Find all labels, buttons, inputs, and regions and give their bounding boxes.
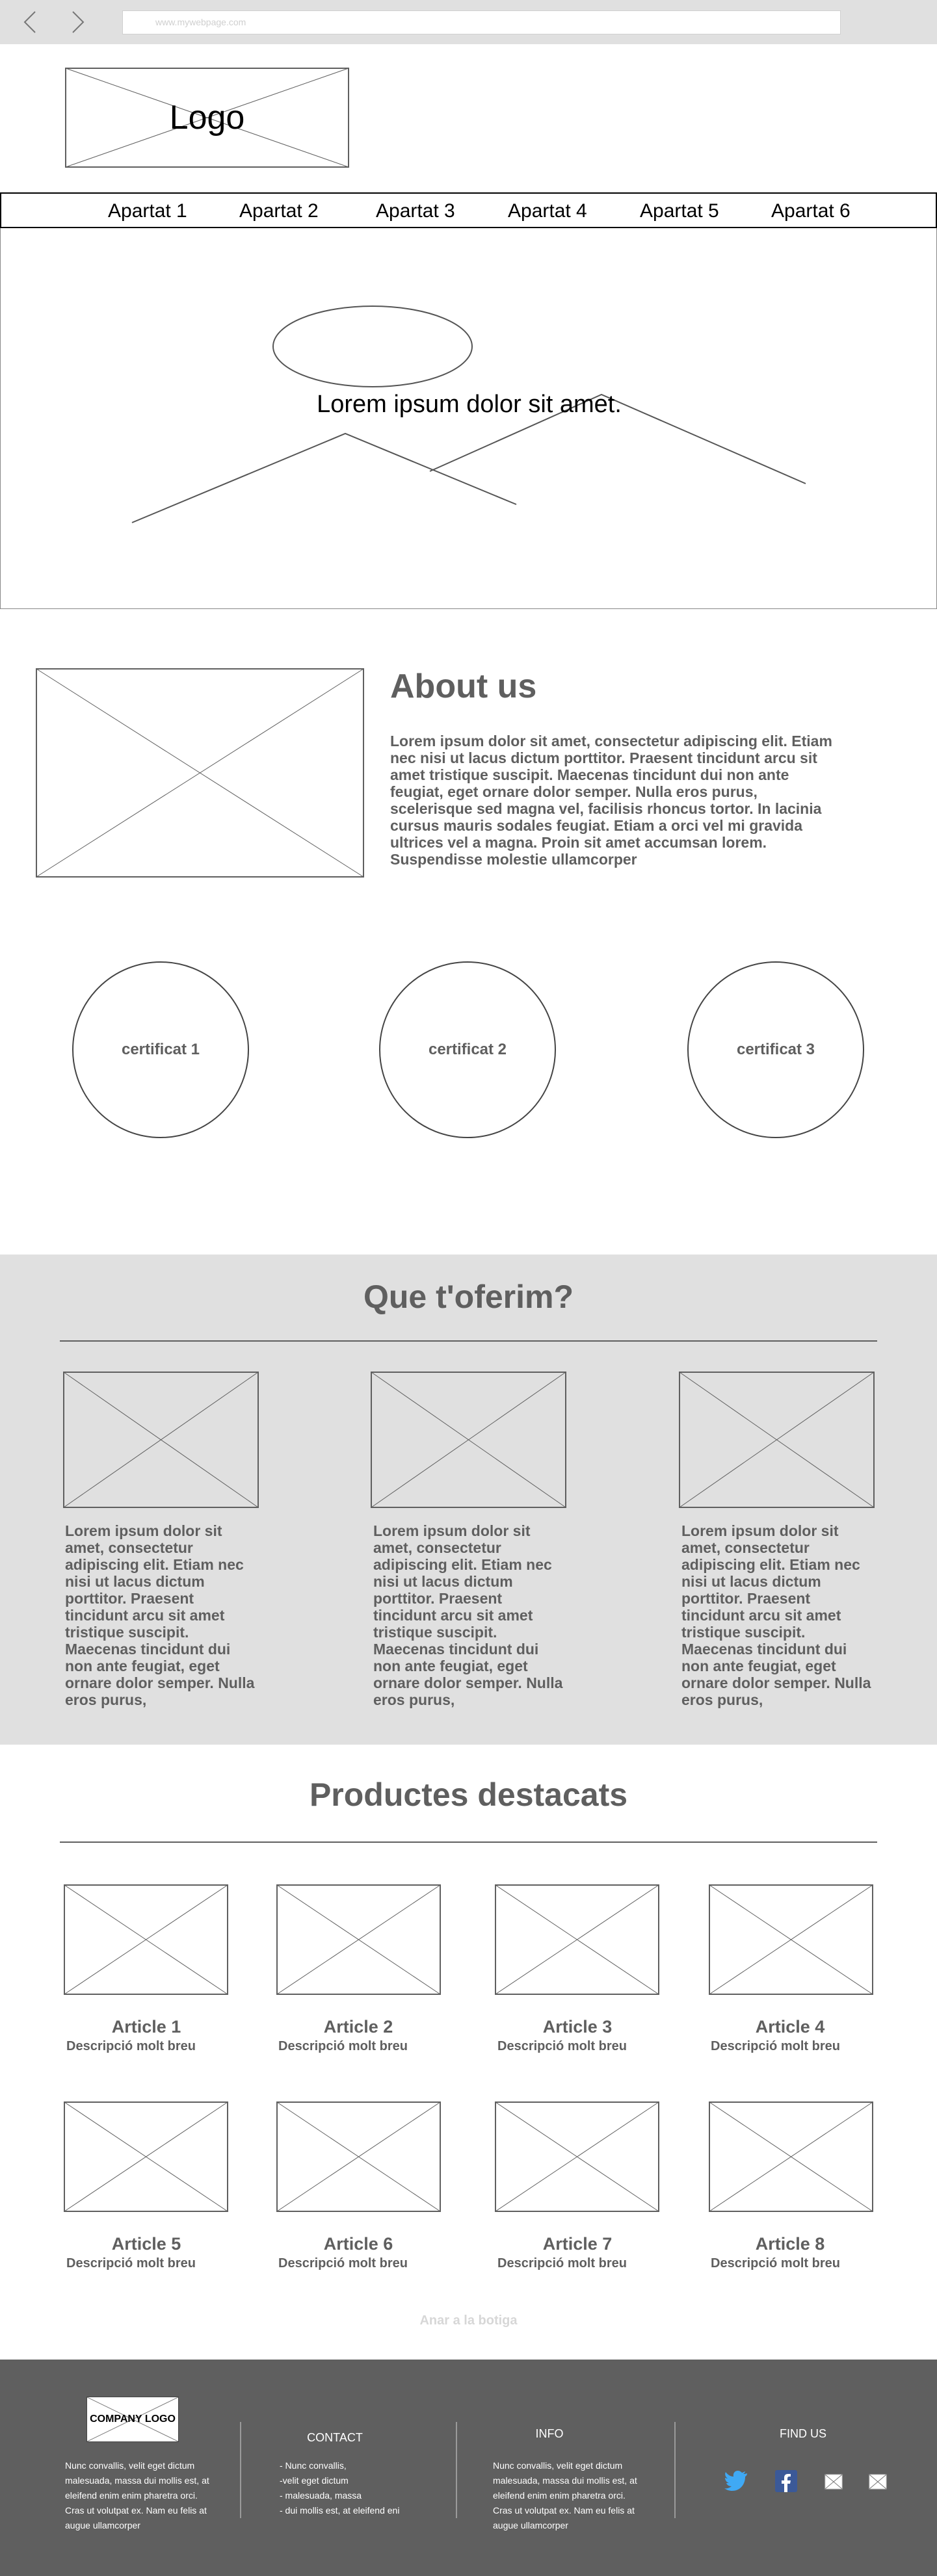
- product-image-2[interactable]: [276, 1884, 441, 1995]
- nav-item-apartat-4[interactable]: Apartat 4: [508, 200, 587, 222]
- certificate-label: certificat 1: [121, 1041, 200, 1058]
- product-image-1[interactable]: [64, 1884, 228, 1995]
- about-image-placeholder: [36, 668, 364, 878]
- logo-text: Logo: [169, 99, 245, 137]
- footer: [0, 2360, 937, 2576]
- company-logo-text: COMPANY LOGO: [90, 2413, 176, 2425]
- about-title: About us: [390, 668, 537, 705]
- product-image-6[interactable]: [276, 2101, 441, 2212]
- products-divider: [60, 1841, 877, 1843]
- footer-contact-list: [280, 2458, 399, 2518]
- footer-contact-item[interactable]: -velit eget dictum: [280, 2475, 349, 2486]
- offer-divider: [60, 1340, 877, 1342]
- footer-contact-title: CONTACT: [307, 2431, 363, 2444]
- certificate-badge-3[interactable]: [687, 961, 864, 1138]
- product-desc-2: Descripció molt breu: [278, 2039, 408, 2053]
- footer-find-us-title: FIND US: [780, 2427, 826, 2440]
- product-image-4[interactable]: [709, 1884, 873, 1995]
- back-arrow-icon[interactable]: [18, 9, 43, 35]
- footer-divider-1: [240, 2422, 241, 2518]
- product-image-5[interactable]: [64, 2101, 228, 2212]
- hero-text: Lorem ipsum dolor sit amet.: [317, 391, 622, 418]
- hero-sketch-graphic: [1, 228, 937, 609]
- product-desc-3: Descripció molt breu: [497, 2039, 627, 2053]
- footer-info-text: Nunc convallis, velit eget dictum malesuada, massa dui mollis est, at eleifend enim enim pharetra orci. Cras ut volutpat ex. Nam eu felis at augue ullamcorper: [493, 2460, 637, 2530]
- company-logo[interactable]: [86, 2397, 179, 2442]
- address-bar[interactable]: www.mywebpage.com: [122, 10, 841, 34]
- footer-about-text: Nunc convallis, velit eget dictum malesuada, massa dui mollis est, at eleifend enim enim pharetra orci. Cras ut volutpat ex. Nam eu felis at augue ullamcorper: [65, 2460, 209, 2530]
- product-title-7[interactable]: Article 7: [542, 2234, 613, 2254]
- offer-title: Que t'oferim?: [363, 1279, 574, 1315]
- forward-arrow-icon[interactable]: [65, 9, 90, 35]
- nav-item-apartat-3[interactable]: Apartat 3: [376, 200, 455, 222]
- product-image-3[interactable]: [495, 1884, 659, 1995]
- product-image-8[interactable]: [709, 2101, 873, 2212]
- nav-item-apartat-1[interactable]: Apartat 1: [108, 200, 187, 222]
- footer-divider-2: [456, 2422, 457, 2518]
- product-title-6[interactable]: Article 6: [323, 2234, 393, 2254]
- footer-divider-3: [674, 2422, 676, 2518]
- offer-text-3: Lorem ipsum dolor sit amet, consectetur adipiscing elit. Etiam nec nisi ut lacus dictum porttitor. Praesent tincidunt arcu sit amet tristique suscipit. Maecenas tincidunt dui non ante feugiat, eget ornare dolor semper. Nulla eros purus,: [681, 1522, 871, 1708]
- product-desc-6: Descripció molt breu: [278, 2256, 408, 2270]
- offer-section: [0, 1255, 937, 1745]
- product-desc-1: Descripció molt breu: [66, 2039, 196, 2053]
- nav-item-apartat-2[interactable]: Apartat 2: [239, 200, 319, 222]
- twitter-icon[interactable]: [724, 2471, 748, 2491]
- offer-image-1: [63, 1372, 259, 1508]
- product-title-3[interactable]: Article 3: [542, 2017, 613, 2036]
- product-title-4[interactable]: Article 4: [755, 2017, 825, 2036]
- certificate-label: certificat 3: [736, 1041, 815, 1058]
- hero-banner: [0, 228, 937, 609]
- product-desc-5: Descripció molt breu: [66, 2256, 196, 2270]
- nav-item-apartat-6[interactable]: Apartat 6: [771, 200, 851, 222]
- product-title-2[interactable]: Article 2: [323, 2017, 393, 2036]
- products-title: Productes destacats: [309, 1776, 628, 1813]
- mail-icon[interactable]: [869, 2474, 887, 2490]
- product-title-5[interactable]: Article 5: [111, 2234, 181, 2254]
- certificate-label: certificat 2: [428, 1041, 507, 1058]
- footer-contact-item[interactable]: - malesuada, massa: [280, 2490, 362, 2501]
- offer-text-2: Lorem ipsum dolor sit amet, consectetur adipiscing elit. Etiam nec nisi ut lacus dictum porttitor. Praesent tincidunt arcu sit amet tristique suscipit. Maecenas tincidunt dui non ante feugiat, eget ornare dolor semper. Nulla eros purus,: [373, 1522, 563, 1708]
- footer-contact-item[interactable]: - Nunc convallis,: [280, 2460, 347, 2471]
- product-title-1[interactable]: Article 1: [111, 2017, 181, 2036]
- offer-text-1: Lorem ipsum dolor sit amet, consectetur adipiscing elit. Etiam nec nisi ut lacus dictum porttitor. Praesent tincidunt arcu sit amet tristique suscipit. Maecenas tincidunt dui non ante feugiat, eget ornare dolor semper. Nulla eros purus,: [65, 1522, 255, 1708]
- certificate-badge-2[interactable]: [379, 961, 556, 1138]
- product-image-7[interactable]: [495, 2101, 659, 2212]
- facebook-icon[interactable]: [775, 2470, 797, 2492]
- footer-contact-item[interactable]: - dui mollis est, at eleifend eni: [280, 2505, 400, 2516]
- go-to-shop-link[interactable]: Anar a la botiga: [419, 2313, 518, 2328]
- main-nav: [0, 192, 937, 228]
- browser-toolbar: [0, 0, 937, 44]
- offer-image-3: [679, 1372, 875, 1508]
- nav-item-apartat-5[interactable]: Apartat 5: [640, 200, 719, 222]
- product-desc-4: Descripció molt breu: [711, 2039, 840, 2053]
- product-title-8[interactable]: Article 8: [755, 2234, 825, 2254]
- about-body: Lorem ipsum dolor sit amet, consectetur adipiscing elit. Etiam nec nisi ut lacus dictum porttitor. Praesent tincidunt arcu sit amet tristique suscipit. Maecenas tincidunt dui non ante feugiat, eget ornare dolor semper. Nulla eros purus, scelerisque sed magna vel, facilisis rhoncus tortor. In lacinia cursus mauris sodales feugiat. Etiam a orci vel mi gravida ultrices vel a magna. Proin sit amet accumsan lorem. Suspendisse molestie ullamcorper: [390, 733, 832, 868]
- product-desc-7: Descripció molt breu: [497, 2256, 627, 2270]
- footer-info-title: INFO: [535, 2427, 564, 2440]
- product-desc-8: Descripció molt breu: [711, 2256, 840, 2270]
- certificate-badge-1[interactable]: [72, 961, 249, 1138]
- offer-image-2: [371, 1372, 566, 1508]
- mail-icon[interactable]: [825, 2474, 843, 2490]
